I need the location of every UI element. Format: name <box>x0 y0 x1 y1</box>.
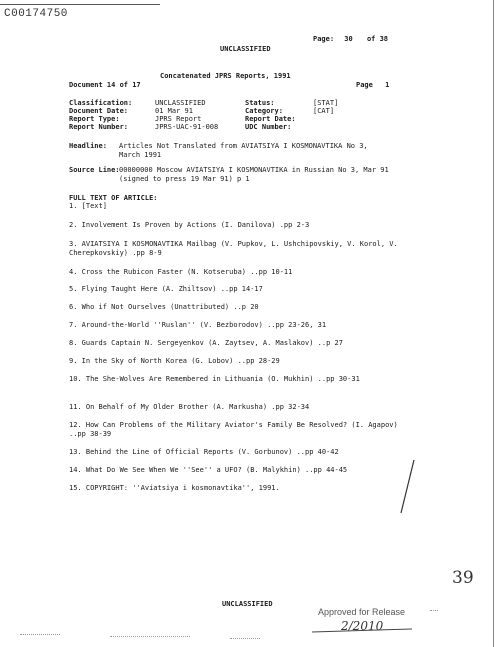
meta-value: JPRS Report <box>155 115 202 123</box>
list-item: 12. How Can Problems of the Military Aviator's Family Be Resolved? (I. Agapov) ..pp 38-39 <box>69 421 398 438</box>
meta-key: Category: <box>245 107 283 115</box>
list-item: 9. In the Sky of North Korea (G. Lobov) ..pp 28-29 <box>69 357 280 365</box>
handwritten-number: 39 <box>452 568 474 588</box>
headline-label: Headline: <box>69 142 107 150</box>
report-title: Concatenated JPRS Reports, 1991 <box>160 72 291 80</box>
full-text-label: FULL TEXT OF ARTICLE: <box>69 194 158 202</box>
header-classification: UNCLASSIFIED <box>220 45 271 53</box>
page-total: of 38 <box>366 35 389 43</box>
page-right <box>356 81 389 90</box>
meta-key: Report Date: <box>245 115 296 123</box>
top-rule <box>0 4 160 5</box>
scan-noise <box>110 636 190 637</box>
list-item: 2. Involvement Is Proven by Actions (I. Danilova) .pp 2-3 <box>69 221 310 229</box>
list-item: 5. Flying Taught Here (A. Zhiltsov) ..pp 14-17 <box>69 285 263 293</box>
page-right-label: Page <box>356 81 373 89</box>
document-counter: Document 14 of 17 <box>69 81 141 89</box>
meta-key: Classification: <box>69 99 133 107</box>
list-item: 1. [Text] <box>69 202 107 210</box>
list-item: 6. Who if Not Ourselves (Unattributed) ..p 20 <box>69 303 259 311</box>
page-label: Page: <box>313 35 335 43</box>
meta-key: Report Number: <box>69 123 129 131</box>
source-line-label: Source Line: <box>69 166 120 174</box>
list-item: 3. AVIATSIYA I KOSMONAVTIKA Mailbag (V. Pupkov, L. Ushchipovskiy, V. Korol, V. Cherepkovskiy) .pp 8-9 <box>69 240 398 257</box>
footer-classification: UNCLASSIFIED <box>222 600 273 608</box>
list-item: 8. Guards Captain N. Sergeyenkov (A. Zaytsev, A. Maslakov) ..p 27 <box>69 339 343 347</box>
source-line-text: 00000000 Moscow AVIATSIYA I KOSMONAVTIKA in Russian No 3, Mar 91 (signed to press 19 Mar 91) p 1 <box>119 166 389 183</box>
list-item: 14. What Do We See When We ''See'' a UFO? (B. Malykhin) ..pp 44-45 <box>69 466 348 474</box>
scan-noise <box>430 610 438 611</box>
list-item: 10. The She-Wolves Are Remembered in Lithuania (O. Mukhin) ..pp 30-31 <box>69 375 360 383</box>
meta-value: [STAT] <box>313 99 339 107</box>
headline-text: Articles Not Translated from AVIATSIYA I KOSMONAVTIKA No 3, March 1991 <box>119 142 368 159</box>
pen-mark <box>398 458 418 516</box>
meta-value: 01 Mar 91 <box>155 107 193 115</box>
page-edge-line <box>493 0 494 647</box>
page-number: 30 <box>344 35 353 43</box>
scan-noise <box>20 634 60 635</box>
list-item: 7. Around-the-World ''Ruslan'' (V. Bezborodov) ..pp 23-26, 31 <box>69 321 327 329</box>
approval-date: 2/2010 <box>341 619 384 633</box>
meta-value: JPRS-UAC-91-008 <box>155 123 219 131</box>
approval-underline <box>312 624 422 636</box>
scan-noise <box>230 638 260 639</box>
list-item: 15. COPYRIGHT: ''Aviatsiya i kosmonavtika'', 1991. <box>69 484 280 492</box>
meta-key: UDC Number: <box>245 123 292 131</box>
meta-value: [CAT] <box>313 107 335 115</box>
page-counter <box>313 35 388 44</box>
list-item: 4. Cross the Rubicon Faster (N. Kotseruba) ..pp 10-11 <box>69 268 293 276</box>
list-item: 11. On Behalf of My Older Brother (A. Markusha) .pp 32-34 <box>69 403 310 411</box>
list-item: 13. Behind the Line of Official Reports (V. Gorbunov) ..pp 40-42 <box>69 448 339 456</box>
document-id: C00174750 <box>4 8 68 20</box>
meta-key: Status: <box>245 99 275 107</box>
approved-for-release: Approved for Release <box>318 607 406 617</box>
meta-key: Document Date: <box>69 107 129 115</box>
meta-key: Report Type: <box>69 115 120 123</box>
page-right-number: 1 <box>385 81 390 89</box>
meta-value: UNCLASSIFIED <box>155 99 206 107</box>
